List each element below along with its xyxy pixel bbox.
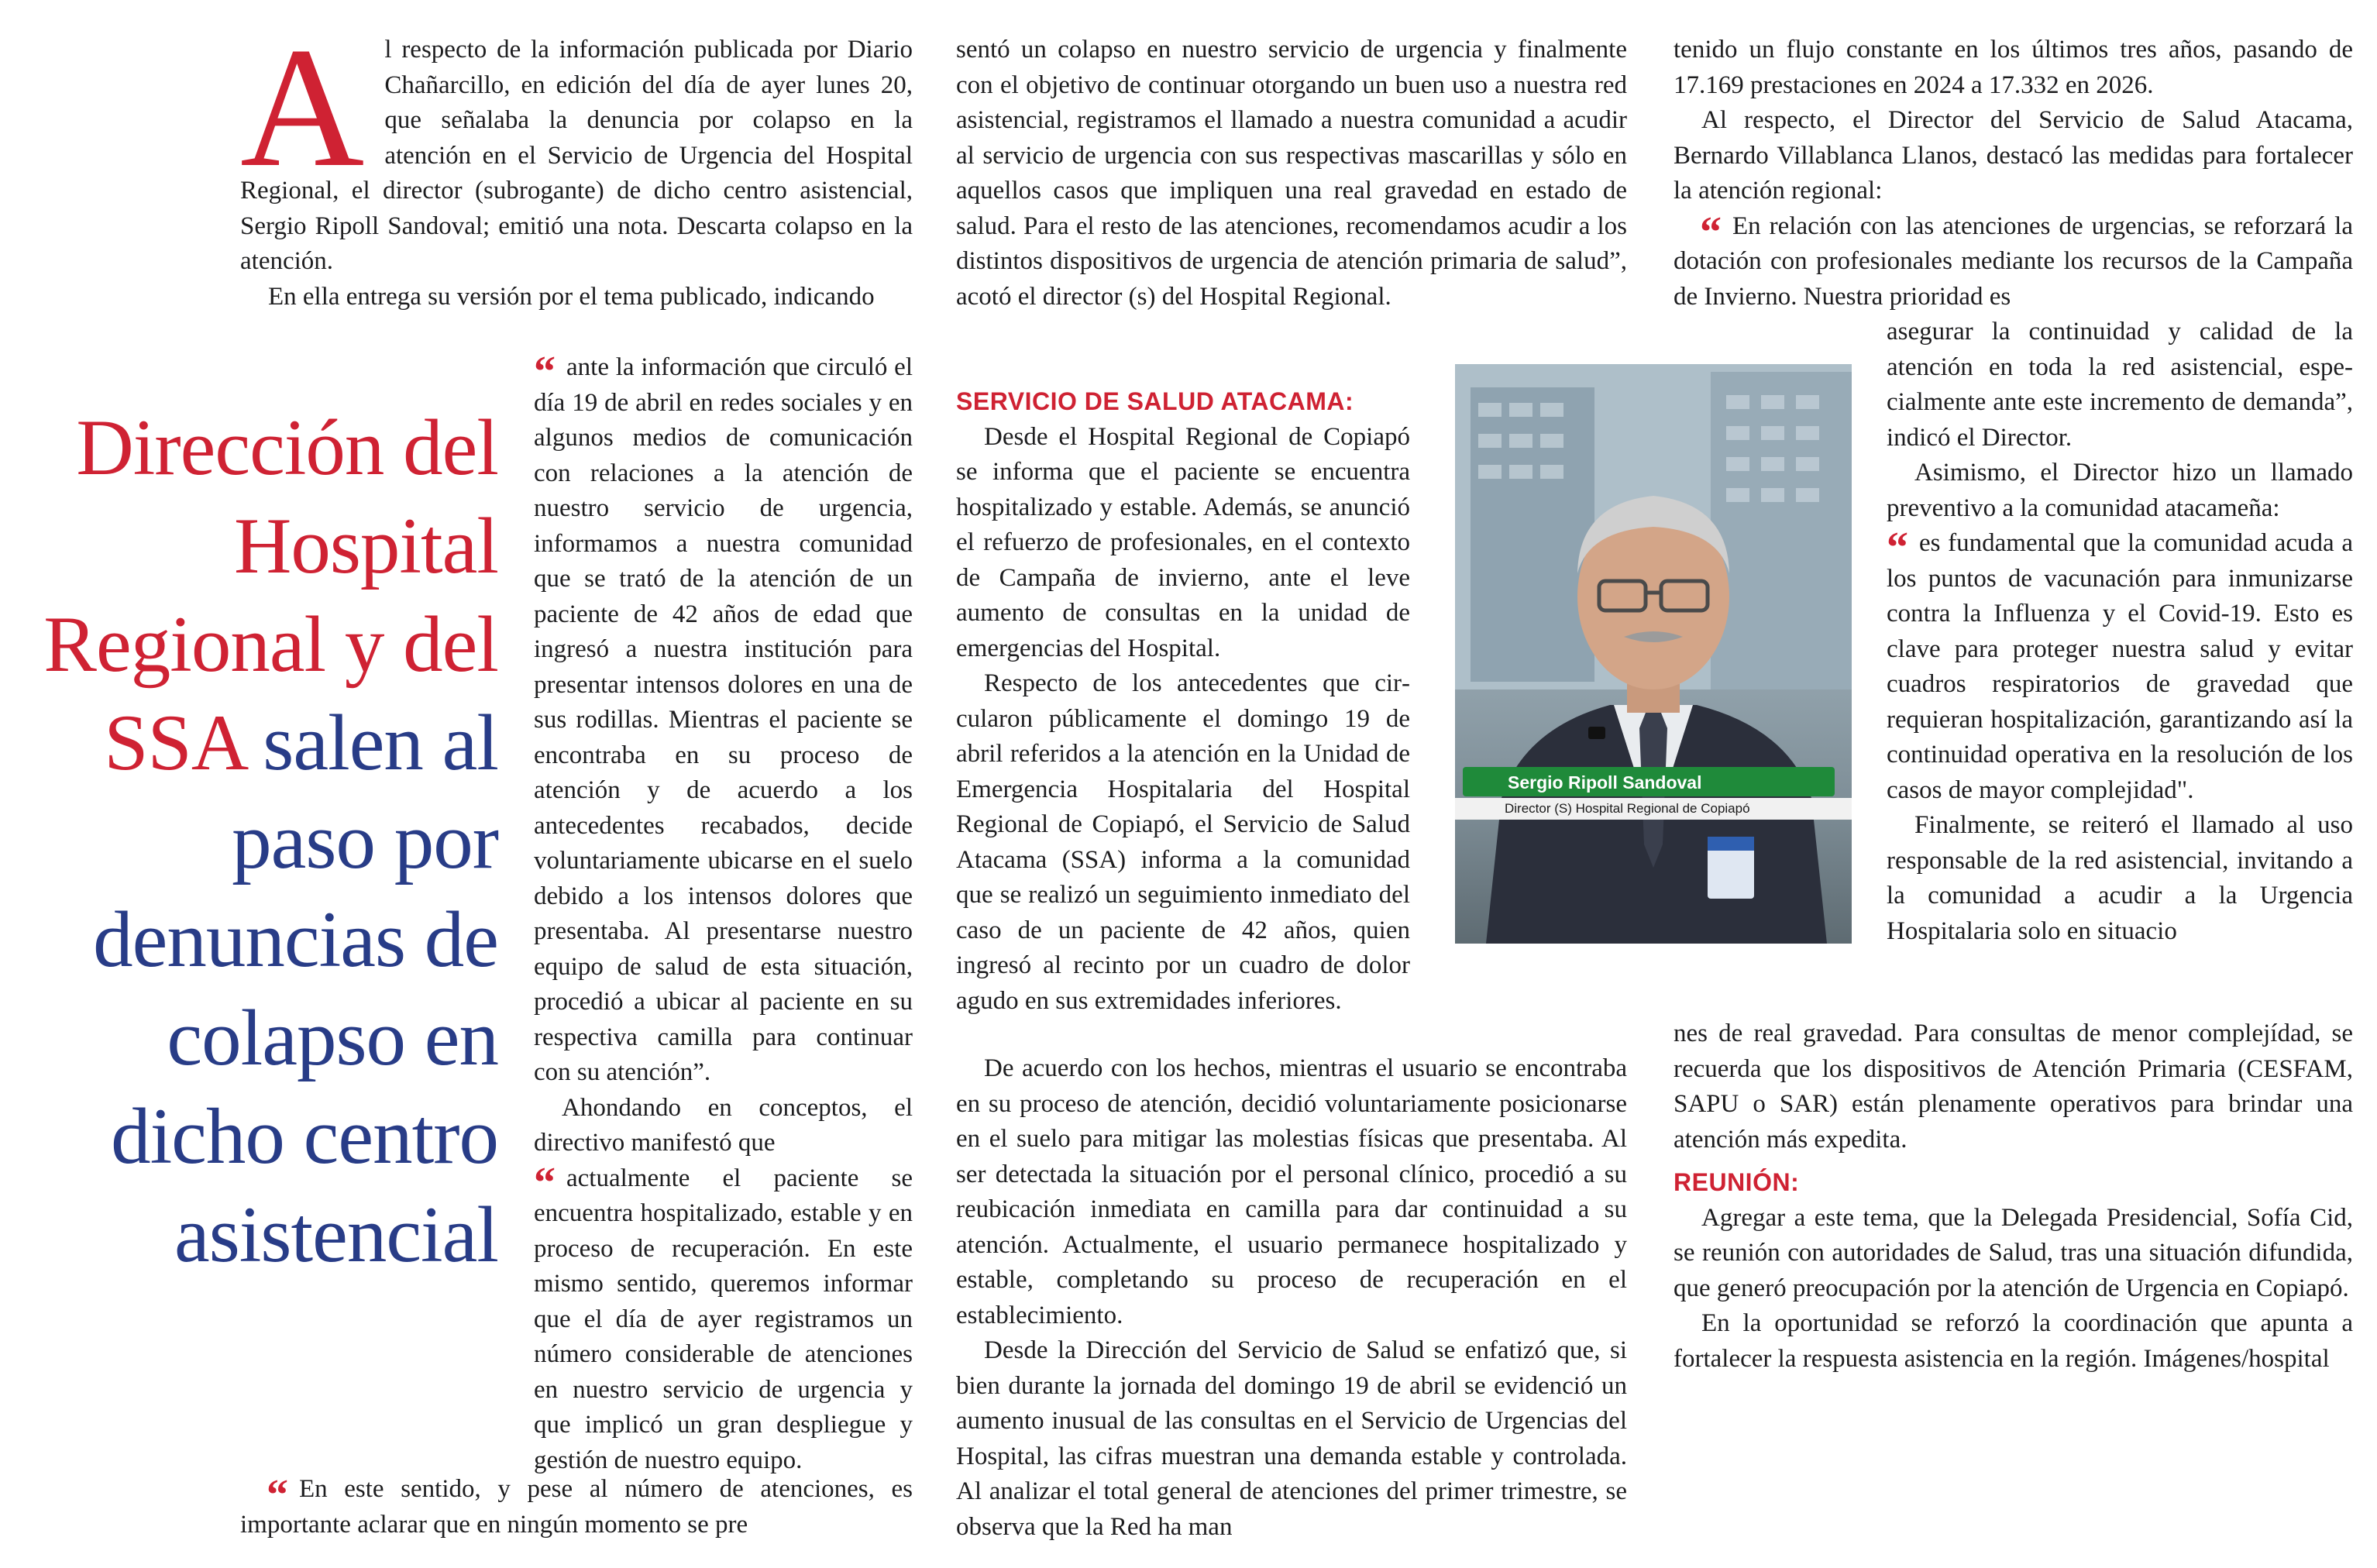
headline	[29, 399, 498, 1284]
article-col3-top	[1674, 33, 2353, 315]
quote-block	[1674, 209, 2353, 315]
article-col1-narrow	[534, 350, 913, 1478]
paragraph: sentó un colapso en nuestro servicio de urgencia y finalmente con el objetivo de continuar otorgando un buen uso a nuestra red asistencial, registramos el llamado a nuestra comunidad a acudir al servicio de urgencia con sus respectivas mascarillas y sólo en aquellos casos que impliquen una real gravedad en estado de salud. Para el resto de las atenciones, recomendamos acudir a los distintos dispositivos de urgencia de atención primaria de salud”, acotó el director (s) del Hospital Regional.	[956, 36, 1627, 311]
paragraph: En la oportunidad se reforzó la coordinación que apunta a fortalecer la respuesta asistencia en la región. Imágenes/hospital	[1674, 1309, 2353, 1373]
paragraph: nes de real gravedad. Para consultas de menor complejídad, se recuerda que los dispositivos de Atención Primaria (CESFAM, SAPU o SAR) están plenamente operativos para brindar una atención más expedita.	[1674, 1020, 2353, 1154]
quote-block	[534, 1158, 913, 1479]
paragraph: tenido un flujo constante en los últimos tres años, pasando de 17.169 prestaciones en 2024 a 17.332 en 2026.	[1674, 36, 2353, 99]
paragraph: Ahondando en conceptos, el directivo manifestó que	[534, 1093, 913, 1157]
quote-mark-icon: “	[534, 1158, 556, 1207]
photo-caption-name: Sergio Ripoll Sandoval	[1508, 772, 1702, 793]
paragraph: Agregar a este tema, que la Delegada Presidencial, Sofía Cid, se reunión con autoridades de Salud, tras una situación difundida, que generó preocupación por la atención de Urgencia en Copiapó.	[1674, 1203, 2353, 1302]
paragraph: Respecto de los antecedentes que circularon públicamente el domingo 19 de abril referidos a la atención en la Unidad de Emergencia Hospitalaria del Hospital Regional de Copiapó, el Servicio de Salud Atacama (SSA) informa a la comunidad que se realizó un seguimiento inmediato del caso de un paciente de 42 años, quien ingresó al recinto por un cuadro de dolor agudo en sus extremidades inferiores.	[956, 669, 1410, 1015]
paragraph: Al respecto, el Director del Servicio de Salud Atacama, Bernardo Villablanca Llanos, destacó las medidas para fortalecer la atención regional:	[1674, 106, 2353, 205]
quote-block	[1887, 526, 2353, 808]
quote-mark-icon: “	[1700, 208, 1722, 256]
section-heading: SERVICIO DE SALUD ATACAMA:	[956, 387, 1354, 415]
article-col2-middle	[956, 384, 1410, 1019]
article-col3-bottom	[1674, 1016, 2353, 1377]
person-figure	[1455, 364, 1852, 944]
headline-part-blue: salen al paso por denuncias de colapso en dicho centro asistencial	[93, 699, 498, 1279]
article-col2-bottom	[956, 1051, 1627, 1545]
headline-part-red: Dirección del Hospital Regional y del SSA	[43, 404, 498, 787]
article-col3-narrow	[1887, 315, 2353, 949]
quote-mark-icon: “	[1887, 524, 1908, 572]
quote-block	[240, 1472, 913, 1542]
article-col1-bottom	[240, 1472, 913, 1542]
paragraph: En ella entrega su versión por el tema publicado, indicando	[268, 282, 875, 311]
quote-text: ante la información que circuló el día 19 de abril en redes sociales y en algunos medios de comunicación con relaciones a la atención de nuestro servicio de urgencia, informamos a nuestra comunidad que se trató de la atención de un paciente de 42 años de edad que ingresó a nuestra institución para presentar intensos dolores en una de sus rodillas. Mientras el paciente se encontraba en su proceso de atención y de acuerdo a los antecedentes recabados, decide voluntariamente ubicarse en el suelo debido a los intensos dolores que presentaba. Al presentarse nuestro equipo de salud de esta situación, procedió a ubicar al paciente en su respectiva camilla para continuar con su atención”.	[534, 353, 913, 1086]
quote-block	[534, 350, 913, 1091]
quote-text: En relación con las atenciones de urgencias, se reforzará la dotación con profesionales mediante los recursos de la Campaña de Invierno. Nuestra prioridad es	[1674, 211, 2353, 311]
paragraph: Desde la Dirección del Servicio de Salud se enfatizó que, si bien durante la jornada del domingo 19 de abril se evidenció un aumento inusual de las consultas en el Servicio de Urgencias del Hospital, las cifras muestran una demanda estable y controlada. Al analizar el total general de atenciones del primer trimestre, se observa que la Red ha man	[956, 1336, 1627, 1541]
quote-mark-icon: “	[534, 348, 556, 396]
article-col1-top	[240, 12, 913, 315]
paragraph: De acuerdo con los hechos, mientras el usuario se encontraba en su proceso de atención, decidió voluntariamente posicionarse en el suelo para mitigar las molestias físicas que presentaba. Al ser detectada la situación por el personal clínico, procedió a su reubicación inmediata en camilla para dar continuidad a su atención. Actualmente, el usuario permanece hospitalizado y estable, completando su proceso de recuperación en el establecimiento.	[956, 1054, 1627, 1329]
paragraph: Finalmente, se reiteró el llamado al uso responsable de la red asistencial, invitando a la comunidad a acudir a la Urgencia Hospitalaria solo en situacio	[1887, 811, 2353, 945]
drop-cap: A	[240, 12, 365, 203]
section-heading: REUNIÓN:	[1674, 1168, 1800, 1196]
portrait-photo	[1455, 364, 1852, 944]
paragraph: l respecto de la información publicada por Diario Chañarcillo, en edición del día de ayer lunes 20, que señalaba la denuncia por colapso en la atención en el Servicio de Urgencia del Hospital Regional, el director (subrogante) de dicho centro asistencial, Sergio Ripoll Sandoval; emitió una nota. Descarta colapso en la atención.	[240, 36, 913, 275]
paragraph: Asimismo, el Director hizo un llamado preventivo a la comunidad atacameña:	[1887, 459, 2353, 522]
paragraph: Desde el Hospital Regional de Copiapó se informa que el paciente se encuentra hospitalizado y estable. Además, se anunció el refuerzo de profesionales, en el contexto de Campaña de invierno, ante el leve aumento de consultas en la unidad de emergencias del Hospital.	[956, 422, 1410, 662]
photo-caption-role-bar	[1455, 798, 1852, 820]
quote-text: En este sentido, y pese al número de atenciones, es importante aclarar que en ningún momento se pre	[240, 1475, 913, 1539]
quote-text: asegurar la continuidad y calidad de la atención en toda la red asistencial, especialmente ante este incremento de demanda”, indicó el Director.	[1887, 318, 2353, 452]
quote-mark-icon: “	[267, 1471, 288, 1519]
photo-caption-name-bar	[1463, 767, 1835, 796]
photo-caption-role: Director (S) Hospital Regional de Copiapó	[1505, 801, 1750, 816]
quote-text: es fundamental que la comunidad acuda a los puntos de vacunación para inmunizarse contra la Influenza y el Covid-19. Esto es clave para proteger nuestra salud y evitar cuadros respiratorios de gravedad que requieran hospitalización, garantizando así la continuidad operativa en la resolución de los casos de mayor complejidad".	[1887, 529, 2353, 804]
article-col2-top	[956, 33, 1627, 315]
quote-text: actualmente el paciente se encuentra hospitalizado, estable y en proceso de recuperación. En este mismo sentido, queremos informar que el día de ayer registramos un número considerable de atenciones en nuestro servicio de urgencia y que implicó un gran despliegue y gestión de nuestro equipo.	[534, 1164, 913, 1474]
